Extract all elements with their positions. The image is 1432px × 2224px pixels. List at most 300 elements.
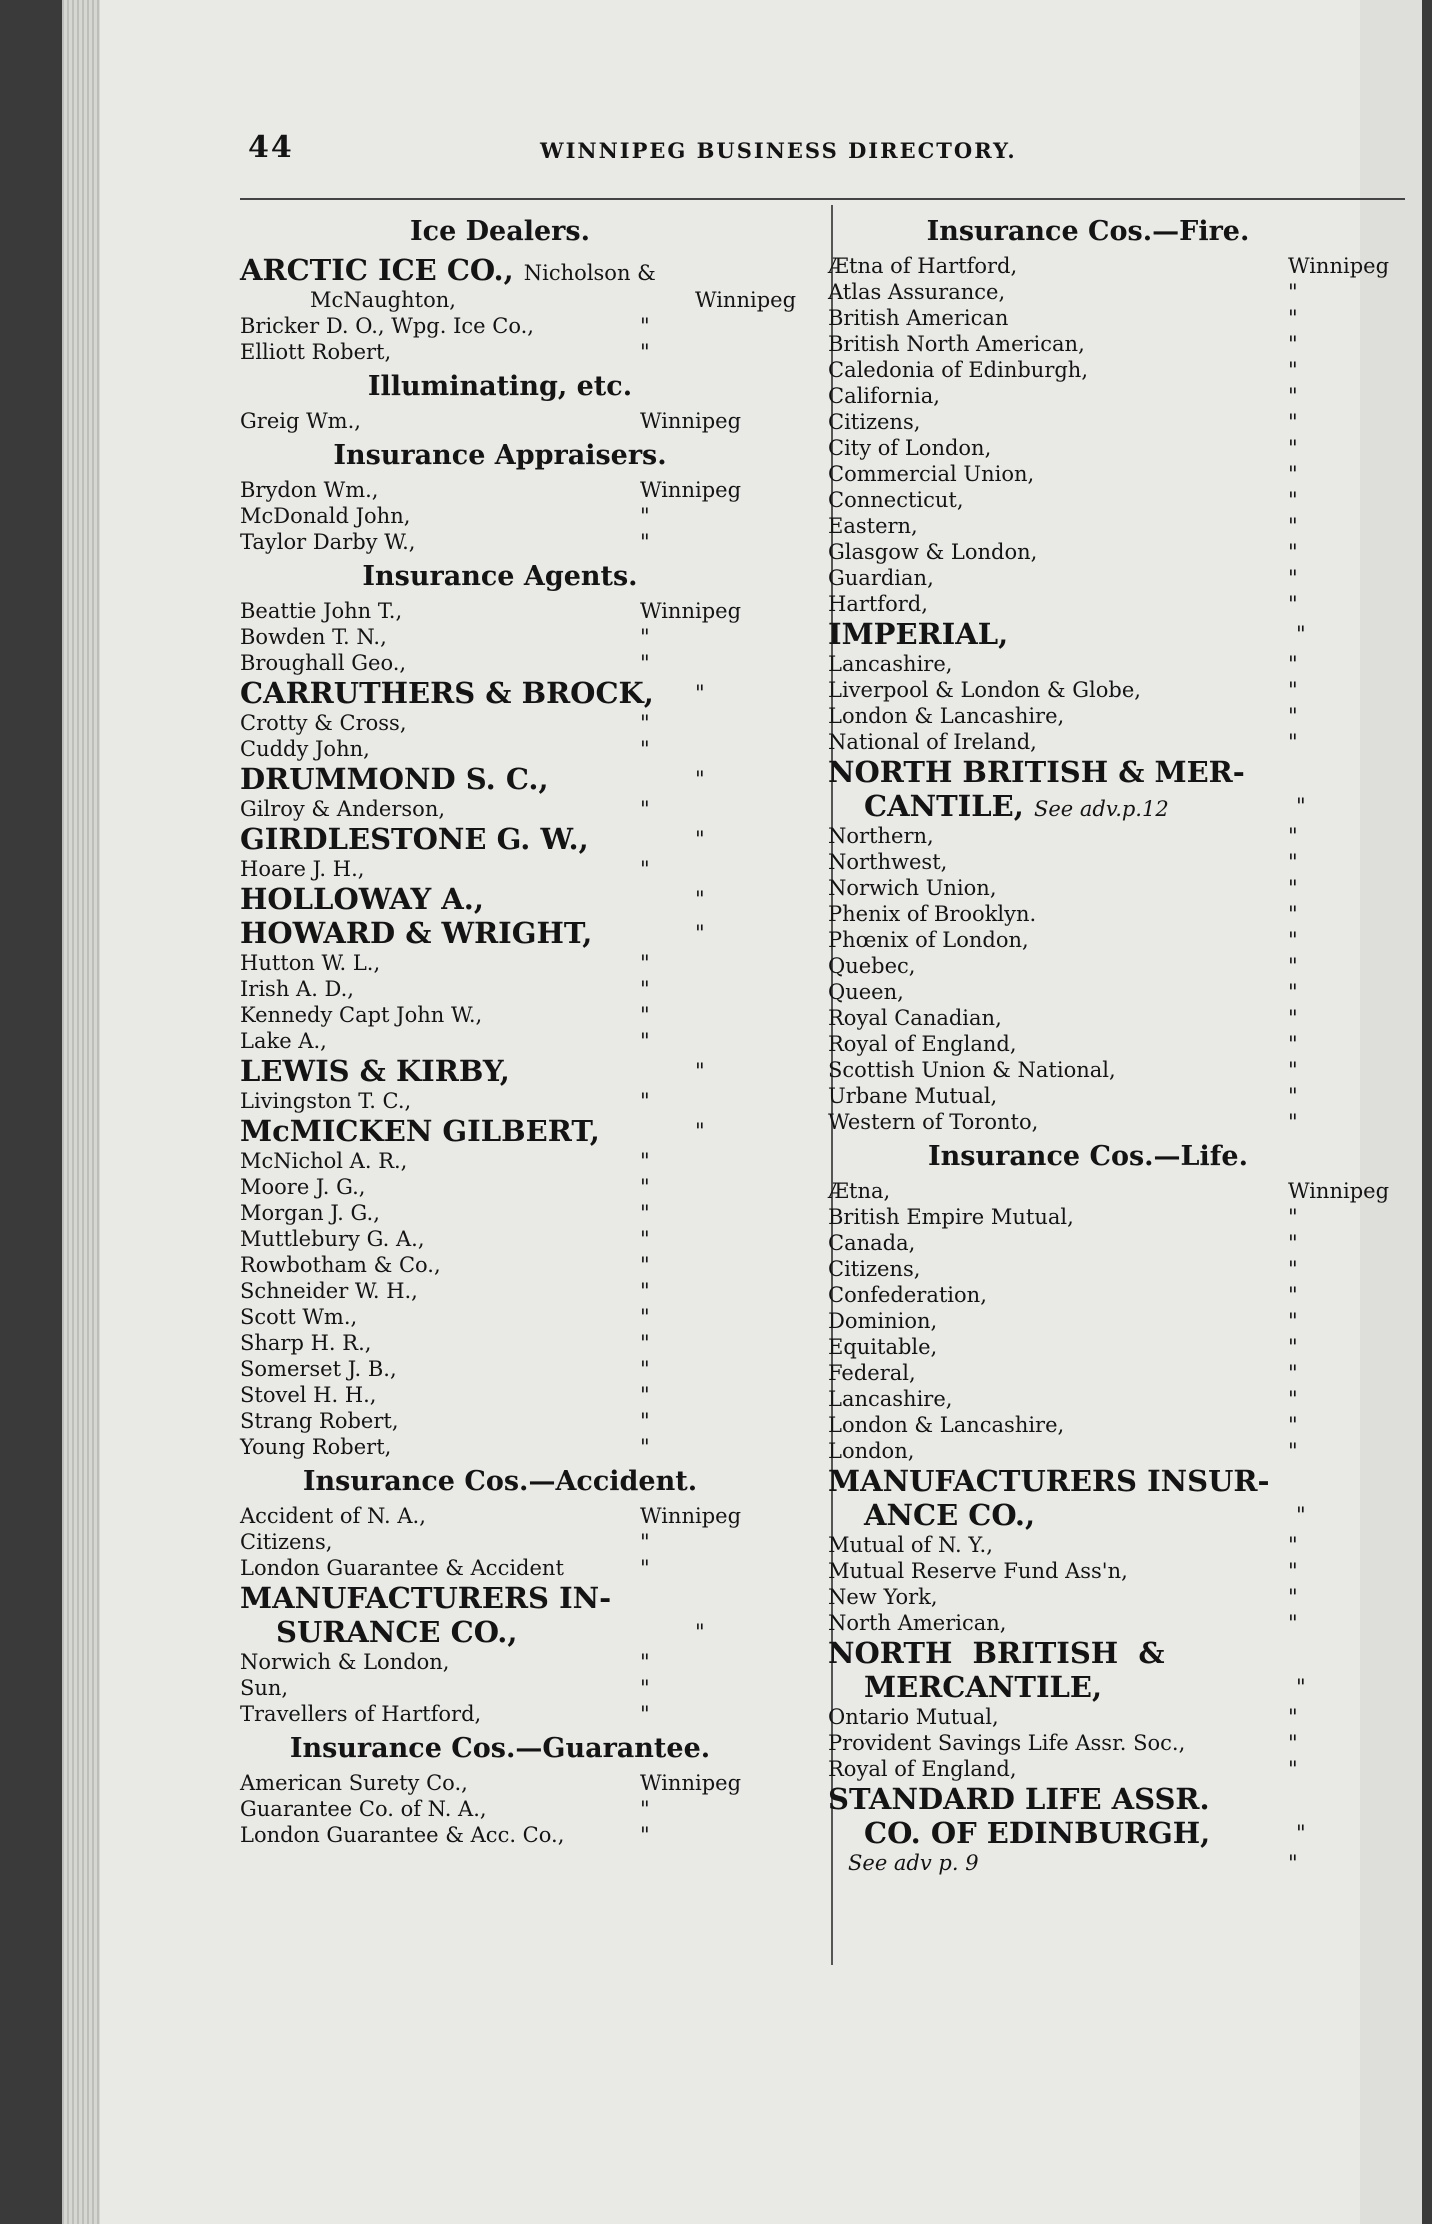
ice-dealers-list	[240, 313, 760, 365]
section-title-agents: Insurance Agents.	[362, 561, 638, 592]
guarantee-list	[240, 1770, 760, 1848]
listing-name: Taylor Darby W.,	[240, 530, 416, 554]
listing-row	[240, 529, 760, 555]
listing-name: Citizens,	[828, 1257, 921, 1281]
listing-row	[828, 591, 1348, 617]
listing-city: "	[695, 1620, 705, 1644]
listing-row	[240, 710, 760, 736]
listing-manufacturers-life	[828, 1464, 1348, 1498]
agents-list	[240, 598, 760, 1460]
listing-name: Federal,	[828, 1361, 916, 1385]
listing-north-british	[828, 755, 1348, 789]
see-advertisement-note: See adv.p.12	[1033, 797, 1169, 821]
listing-city: "	[695, 921, 705, 945]
listing-name: Eastern,	[828, 514, 918, 538]
listing-city: "	[640, 1357, 650, 1381]
listing-city: "	[640, 1305, 650, 1329]
listing-name: Cuddy John,	[240, 737, 370, 761]
listing-city: "	[695, 767, 705, 791]
listing-row	[828, 1230, 1348, 1256]
listing-city: "	[640, 797, 650, 821]
listing-city: "	[1288, 1757, 1298, 1781]
listing-city: "	[1288, 306, 1298, 330]
listing-name: GIRDLESTONE G. W.,	[240, 822, 589, 856]
life-list-2	[828, 1532, 1348, 1636]
listing-row	[240, 1382, 760, 1408]
listing-row	[240, 1002, 760, 1028]
listing-row	[828, 357, 1348, 383]
listing-city: "	[1288, 1309, 1298, 1333]
listing-city: "	[640, 857, 650, 881]
listing-city: "	[1288, 1231, 1298, 1255]
listing-row	[240, 1701, 760, 1727]
listing-city: "	[640, 504, 650, 528]
listing-row	[240, 477, 760, 503]
listing-city: "	[1296, 794, 1306, 818]
listing-row	[240, 1330, 760, 1356]
listing-name: Crotty & Cross,	[240, 711, 407, 735]
listing-city: "	[1288, 876, 1298, 900]
accident-list-2	[240, 1649, 760, 1727]
listing-row	[828, 677, 1348, 703]
listing-city: "	[640, 625, 650, 649]
listing-row	[240, 1529, 760, 1555]
listing-row	[828, 927, 1348, 953]
fire-list-2	[828, 651, 1348, 755]
listing-name: London,	[828, 1439, 915, 1463]
listing-row	[240, 950, 760, 976]
listing-row	[240, 1114, 760, 1148]
listing-row	[240, 1675, 760, 1701]
listing-name: Livingston T. C.,	[240, 1089, 412, 1113]
see-advertisement-note: See adv p. 9	[848, 1851, 979, 1875]
listing-city: "	[1288, 1257, 1298, 1281]
listing-city: "	[640, 1702, 650, 1726]
listing-row	[828, 435, 1348, 461]
listing-city: "	[695, 887, 705, 911]
listing-manufacturers	[240, 1581, 760, 1615]
listing-name: Lancashire,	[828, 1387, 953, 1411]
listing-row	[240, 339, 760, 365]
listing-name: American Surety Co.,	[240, 1771, 468, 1795]
listing-row	[240, 1434, 760, 1460]
listing-name-cont: Nicholson &	[523, 261, 656, 285]
listing-name: MANUFACTURERS INSUR-	[828, 1464, 1270, 1498]
listing-city: "	[1288, 1611, 1298, 1635]
listing-city: "	[1288, 928, 1298, 952]
listing-row	[240, 1088, 760, 1114]
header-rule	[240, 198, 1405, 200]
listing-city: "	[1288, 514, 1298, 538]
listing-row	[240, 624, 760, 650]
listing-row	[240, 1822, 760, 1848]
appraisers-list	[240, 477, 760, 555]
listing-row	[240, 1408, 760, 1434]
listing-manufacturers-cont	[240, 1615, 760, 1649]
listing-city: "	[1288, 540, 1298, 564]
listing-row	[240, 1028, 760, 1054]
listing-row	[240, 1503, 760, 1529]
listing-name: Hoare J. H.,	[240, 857, 365, 881]
listing-city: "	[1288, 462, 1298, 486]
page-header	[0, 130, 1432, 170]
listing-name: Liverpool & London & Globe,	[828, 678, 1141, 702]
listing-city: "	[1288, 824, 1298, 848]
listing-city: "	[1288, 1335, 1298, 1359]
listing-row	[828, 1031, 1348, 1057]
listing-city: Winnipeg	[695, 288, 797, 312]
listing-city: "	[640, 977, 650, 1001]
listing-city: "	[1288, 1361, 1298, 1385]
listing-name: City of London,	[828, 436, 992, 460]
listing-row	[240, 822, 760, 856]
listing-row	[828, 1256, 1348, 1282]
listing-name: Northwest,	[828, 850, 948, 874]
listing-name: Ontario Mutual,	[828, 1705, 999, 1729]
listing-name: Western of Toronto,	[828, 1110, 1039, 1134]
listing-row	[828, 383, 1348, 409]
listing-city: "	[640, 1149, 650, 1173]
listing-name: Connecticut,	[828, 488, 964, 512]
listing-city: Winnipeg	[640, 599, 742, 623]
listing-name: Canada,	[828, 1231, 916, 1255]
listing-name: Strang Robert,	[240, 1409, 399, 1433]
accident-list	[240, 1503, 760, 1581]
listing-city: "	[1288, 1705, 1298, 1729]
listing-name: Bricker D. O., Wpg. Ice Co.,	[240, 314, 534, 338]
listing-name: Travellers of Hartford,	[240, 1702, 482, 1726]
listing-city: "	[640, 1089, 650, 1113]
listing-row	[828, 901, 1348, 927]
listing-city: "	[1288, 1205, 1298, 1229]
listing-city: "	[1288, 410, 1298, 434]
listing-city: "	[640, 1435, 650, 1459]
listing-row	[828, 1308, 1348, 1334]
fire-list	[828, 253, 1390, 617]
listing-row	[828, 1109, 1348, 1135]
listing-name: Ætna,	[828, 1179, 891, 1203]
listing-city: Winnipeg	[640, 478, 742, 502]
listing-city: "	[1288, 902, 1298, 926]
listing-city: "	[1288, 592, 1298, 616]
listing-name: Citizens,	[828, 410, 921, 434]
listing-name: Royal of England,	[828, 1757, 1017, 1781]
listing-north-british-life	[828, 1636, 1348, 1670]
listing-city: "	[1288, 1006, 1298, 1030]
listing-city: "	[1288, 1731, 1298, 1755]
listing-city: "	[640, 1650, 650, 1674]
listing-row	[240, 1148, 760, 1174]
listing-name: Beattie John T.,	[240, 599, 403, 623]
listing-name: Phœnix of London,	[828, 928, 1029, 952]
listing-city: "	[640, 1331, 650, 1355]
listing-row	[828, 1850, 1348, 1876]
listing-row	[828, 1057, 1348, 1083]
listing-city: "	[1288, 704, 1298, 728]
listing-row	[240, 976, 760, 1002]
listing-name: Brydon Wm.,	[240, 478, 379, 502]
listing-city: "	[1288, 1585, 1298, 1609]
listing-row	[240, 408, 760, 434]
section-title-illuminating: Illuminating, etc.	[367, 371, 633, 402]
listing-name: LEWIS & KIRBY,	[240, 1054, 510, 1088]
section-title-guarantee: Insurance Cos.—Guarantee.	[289, 1733, 711, 1764]
listing-city: "	[640, 1676, 650, 1700]
listing-city: "	[640, 1383, 650, 1407]
listing-row	[828, 1282, 1348, 1308]
listing-name-cont: CANTILE,	[864, 789, 1024, 823]
listing-name: Sun,	[240, 1676, 289, 1700]
listing-row	[828, 1005, 1348, 1031]
listing-city: Winnipeg	[1288, 1179, 1390, 1203]
listing-city: "	[640, 1029, 650, 1053]
listing-row	[240, 1252, 760, 1278]
listing-city: "	[1288, 384, 1298, 408]
listing-row	[828, 703, 1348, 729]
listing-row	[828, 513, 1348, 539]
listing-city: "	[640, 1201, 650, 1225]
listing-row	[240, 313, 760, 339]
listing-row	[828, 1704, 1348, 1730]
listing-name: Muttlebury G. A.,	[240, 1227, 425, 1251]
listing-city: "	[640, 1227, 650, 1251]
listing-city: "	[640, 1823, 650, 1847]
listing-name: Phenix of Brooklyn.	[828, 902, 1037, 926]
listing-city: "	[640, 1530, 650, 1554]
listing-name: Accident of N. A.,	[240, 1504, 426, 1528]
listing-row	[240, 1356, 760, 1382]
listing-name: Ætna of Hartford,	[828, 254, 1018, 278]
listing-row	[240, 856, 760, 882]
listing-name: McMICKEN GILBERT,	[240, 1114, 600, 1148]
listing-city: "	[640, 1797, 650, 1821]
running-title: WINNIPEG BUSINESS DIRECTORY.	[540, 138, 1017, 163]
section-title-fire: Insurance Cos.—Fire.	[926, 216, 1250, 247]
listing-city: Winnipeg	[640, 1504, 742, 1528]
listing-city: "	[640, 737, 650, 761]
listing-name: Elliott Robert,	[240, 340, 392, 364]
listing-name: Lake A.,	[240, 1029, 327, 1053]
listing-name: Royal of England,	[828, 1032, 1017, 1056]
listing-row	[828, 1730, 1348, 1756]
listing-row	[828, 875, 1348, 901]
listing-row	[240, 736, 760, 762]
listing-name: Mutual Reserve Fund Ass'n,	[828, 1559, 1128, 1583]
listing-city: "	[1288, 1387, 1298, 1411]
listing-row	[240, 598, 760, 624]
listing-name: New York,	[828, 1585, 938, 1609]
listing-name: CARRUTHERS & BROCK,	[240, 676, 654, 710]
listing-city: "	[1288, 678, 1298, 702]
listing-row	[828, 1178, 1390, 1204]
listing-name: IMPERIAL,	[828, 617, 1009, 651]
listing-name: Guardian,	[828, 566, 934, 590]
listing-name: Sharp H. R.,	[240, 1331, 372, 1355]
listing-city: "	[1288, 652, 1298, 676]
listing-name: ARCTIC ICE CO.,	[240, 253, 514, 287]
listing-north-british-cont	[828, 789, 1348, 823]
listing-name: MANUFACTURERS IN-	[240, 1581, 612, 1615]
listing-name: Equitable,	[828, 1335, 938, 1359]
listing-name: Caledonia of Edinburgh,	[828, 358, 1089, 382]
listing-row	[828, 1412, 1348, 1438]
listing-name: Confederation,	[828, 1283, 987, 1307]
listing-row	[828, 461, 1348, 487]
listing-name: NORTH BRITISH &	[828, 1636, 1165, 1670]
listing-name: Irish A. D.,	[240, 977, 354, 1001]
listing-city: "	[1288, 1032, 1298, 1056]
listing-name: Queen,	[828, 980, 904, 1004]
listing-city: "	[695, 827, 705, 851]
listing-name-cont: SURANCE CO.,	[276, 1615, 518, 1649]
listing-row	[240, 1054, 760, 1088]
listing-name: Broughall Geo.,	[240, 651, 407, 675]
listing-city: "	[1288, 1851, 1298, 1875]
listing-name: Hutton W. L.,	[240, 951, 381, 975]
listing-name: Mutual of N. Y.,	[828, 1533, 993, 1557]
listing-name: Citizens,	[240, 1530, 333, 1554]
listing-row	[240, 1770, 760, 1796]
listing-city: "	[1288, 1110, 1298, 1134]
listing-row	[828, 409, 1348, 435]
listing-name: Provident Savings Life Assr. Soc.,	[828, 1731, 1186, 1755]
listing-row	[240, 287, 797, 313]
listing-row	[240, 762, 760, 796]
listing-city: "	[640, 1003, 650, 1027]
listing-name: London & Lancashire,	[828, 1413, 1065, 1437]
listing-name-cont: McNaughton,	[310, 288, 456, 312]
listing-city: "	[1288, 1439, 1298, 1463]
listing-row	[828, 651, 1348, 677]
listing-name: Kennedy Capt John W.,	[240, 1003, 483, 1027]
listing-name: Glasgow & London,	[828, 540, 1038, 564]
listing-row	[828, 487, 1348, 513]
listing-row	[828, 1558, 1348, 1584]
listing-arctic-ice	[240, 253, 760, 287]
listing-row	[240, 1555, 760, 1581]
listing-name: California,	[828, 384, 940, 408]
listing-city: "	[1288, 1084, 1298, 1108]
listing-city: "	[640, 1253, 650, 1277]
listing-name: HOLLOWAY A.,	[240, 882, 484, 916]
page-number: 44	[248, 130, 294, 165]
listing-name: Quebec,	[828, 954, 916, 978]
listing-row	[240, 882, 760, 916]
listing-row	[240, 1304, 760, 1330]
listing-row	[828, 729, 1348, 755]
listing-row	[240, 1226, 760, 1252]
listing-city: "	[695, 681, 705, 705]
listing-name: British American	[828, 306, 1009, 330]
listing-name: Somerset J. B.,	[240, 1357, 397, 1381]
listing-name: Lancashire,	[828, 652, 953, 676]
listing-name: National of Ireland,	[828, 730, 1037, 754]
listing-name: McDonald John,	[240, 504, 411, 528]
listing-name: Commercial Union,	[828, 462, 1035, 486]
life-list	[828, 1178, 1390, 1464]
listing-row	[828, 953, 1348, 979]
listing-row	[240, 1174, 760, 1200]
listing-row	[828, 979, 1348, 1005]
listing-city: "	[640, 951, 650, 975]
listing-name: Northern,	[828, 824, 934, 848]
listing-city: "	[1288, 980, 1298, 1004]
listing-city: "	[640, 530, 650, 554]
listing-city: "	[640, 651, 650, 675]
listing-name: London Guarantee & Acc. Co.,	[240, 1823, 565, 1847]
listing-city: "	[1288, 488, 1298, 512]
listing-city: "	[1296, 1503, 1306, 1527]
listing-name: Gilroy & Anderson,	[240, 797, 446, 821]
listing-city: "	[1296, 1675, 1306, 1699]
listing-city: "	[1288, 850, 1298, 874]
listing-name: London & Lancashire,	[828, 704, 1065, 728]
listing-name: Atlas Assurance,	[828, 280, 1006, 304]
listing-city: "	[1288, 1283, 1298, 1307]
listing-row	[828, 539, 1348, 565]
listing-name: British North American,	[828, 332, 1085, 356]
listing-name: London Guarantee & Accident	[240, 1556, 564, 1580]
listing-city: "	[1296, 622, 1306, 646]
listing-name: Moore J. G.,	[240, 1175, 366, 1199]
listing-name: Scott Wm.,	[240, 1305, 358, 1329]
listing-name: Norwich & London,	[240, 1650, 450, 1674]
listing-row	[828, 1438, 1348, 1464]
left-column	[240, 210, 797, 1848]
listing-row	[828, 253, 1390, 279]
listing-name: STANDARD LIFE ASSR.	[828, 1782, 1210, 1816]
listing-name: Rowbotham & Co.,	[240, 1253, 441, 1277]
listing-row	[240, 1649, 760, 1675]
listing-name: Stovel H. H.,	[240, 1383, 377, 1407]
listing-city: "	[1288, 954, 1298, 978]
listing-name-cont: CO. OF EDINBURGH,	[864, 1816, 1211, 1850]
listing-name: Young Robert,	[240, 1435, 392, 1459]
listing-row	[828, 1610, 1348, 1636]
illuminating-list	[240, 408, 760, 434]
listing-city: Winnipeg	[1288, 254, 1390, 278]
listing-city: "	[1288, 730, 1298, 754]
listing-city: "	[1288, 1058, 1298, 1082]
listing-city: Winnipeg	[640, 1771, 742, 1795]
listing-row	[828, 279, 1348, 305]
listing-row	[828, 1334, 1348, 1360]
listing-imperial	[828, 617, 1348, 651]
listing-name: HOWARD & WRIGHT,	[240, 916, 593, 950]
listing-row	[240, 796, 760, 822]
listing-city: "	[1288, 1559, 1298, 1583]
listing-city: "	[640, 1556, 650, 1580]
listing-name-cont: MERCANTILE,	[864, 1670, 1103, 1704]
listing-name: Guarantee Co. of N. A.,	[240, 1797, 487, 1821]
section-title-life: Insurance Cos.—Life.	[928, 1141, 1248, 1172]
listing-row	[828, 331, 1348, 357]
listing-name: Morgan J. G.,	[240, 1201, 380, 1225]
listing-city: "	[1288, 1533, 1298, 1557]
life-list-3	[828, 1704, 1348, 1782]
listing-row	[828, 1083, 1348, 1109]
section-title-appraisers: Insurance Appraisers.	[333, 440, 667, 471]
listing-name: McNichol A. R.,	[240, 1149, 408, 1173]
listing-city: "	[640, 314, 650, 338]
listing-row	[828, 1532, 1348, 1558]
listing-name: NORTH BRITISH & MER-	[828, 755, 1245, 789]
listing-city: "	[1288, 358, 1298, 382]
listing-row	[240, 1278, 760, 1304]
listing-city: "	[640, 711, 650, 735]
listing-row	[240, 1796, 760, 1822]
listing-name: Greig Wm.,	[240, 409, 361, 433]
